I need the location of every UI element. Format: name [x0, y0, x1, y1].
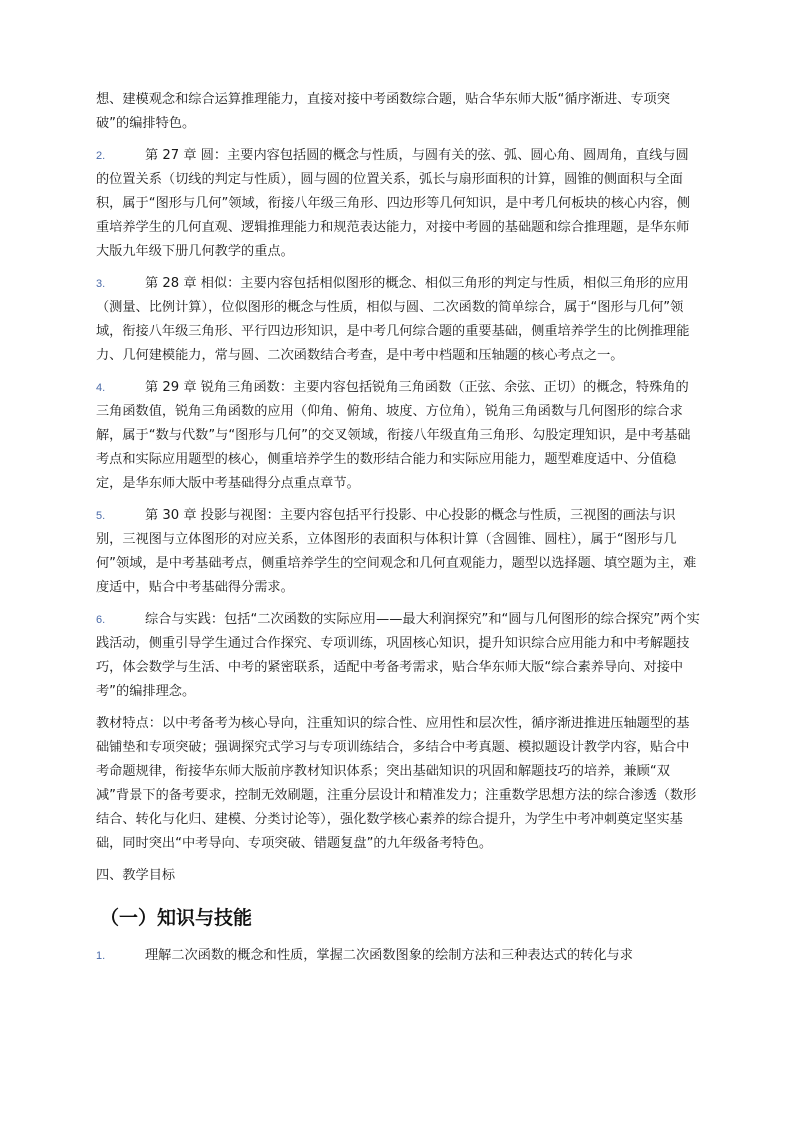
- list-item-text: 综合与实践：包括“二次函数的实际应用——最大利润探究”和“圆与几何图形的综合探究”两个实践活动，侧重引导学生通过合作探究、专项训练，巩固核心知识，提升知识综合应用能力和中考解题技巧，体会数学与生活、中考的紧密联系，适配中考备考需求，贴合华东师大版“综合素养导向、对接中考”的编排理念。: [96, 612, 700, 699]
- list-item: [96, 272, 700, 368]
- goal-list-item: [96, 944, 700, 968]
- list-item: [96, 144, 700, 264]
- list-item-text: 第 30 章 投影与视图：主要内容包括平行投影、中心投影的概念与性质，三视图的画法与识别，三视图与立体图形的对应关系，立体图形的表面积与体积计算（含圆锥、圆柱），属于“图形与几何”领域，是中考基础考点，侧重培养学生的空间观念和几何直观能力，题型以选择题、填空题为主，难度适中，贴合中考基础得分需求。: [96, 508, 697, 595]
- list-number: 2.: [96, 150, 106, 162]
- list-item: [96, 504, 700, 600]
- list-item-text: 第 27 章 圆：主要内容包括圆的概念与性质，与圆有关的弦、弧、圆心角、圆周角，直线与圆的位置关系（切线的判定与性质），圆与圆的位置关系，弧长与扇形面积的计算，圆锥的侧面积与全面积，属于“图形与几何”领域，衔接八年级三角形、四边形等几何知识，是中考几何板块的核心内容，侧重培养学生的几何直观、逻辑推理能力和规范表达能力，对接中考圆的基础题和综合推理题，是华东师大版九年级下册几何教学的重点。: [96, 148, 690, 259]
- list-item-text: 理解二次函数的概念和性质，掌握二次函数图象的绘制方法和三种表达式的转化与求: [145, 948, 633, 963]
- list-item-text: 第 29 章 锐角三角函数：主要内容包括锐角三角函数（正弦、余弦、正切）的概念，特殊角的三角函数值，锐角三角函数的应用（仰角、俯角、坡度、方位角），锐角三角函数与几何图形的综合求解，属于“数与代数”与“图形与几何”的交叉领域，衔接八年级直角三角形、勾股定理知识，是中考基础考点和实际应用题型的核心，侧重培养学生的数形结合能力和实际应用能力，题型难度适中、分值稳定，是华东师大版中考基础得分点重点章节。: [96, 380, 691, 491]
- list-item: [96, 608, 700, 704]
- textbook-features-paragraph: 教材特点：以中考备考为核心导向，注重知识的综合性、应用性和层次性，循序渐进推进压轴题型的基础铺垫和专项突破；强调探究式学习与专项训练结合，多结合中考真题、模拟题设计教学内容，贴合中考命题规律，衔接华东师大版前序教材知识体系；突出基础知识的巩固和解题技巧的培养，兼顾“双减”背景下的备考要求，控制无效刷题，注重分层设计和精准发力；注重数学思想方法的综合渗透（数形结合、转化与化归、建模、分类讨论等），强化数学核心素养的综合提升，为学生中考冲刺奠定坚实基础，同时突出“中考导向、专项突破、错题复盘”的九年级备考特色。: [96, 716, 697, 851]
- list-number: 6.: [96, 614, 106, 626]
- list-item: [96, 376, 700, 496]
- document-body: [96, 88, 700, 976]
- section-heading: 四、教学目标: [96, 868, 176, 883]
- list-number: 5.: [96, 510, 106, 522]
- list-item-text: 第 28 章 相似：主要内容包括相似图形的概念、相似三角形的判定与性质，相似三角形的应用（测量、比例计算），位似图形的概念与性质，相似与圆、二次函数的简单综合，属于“图形与几何”领域，衔接八年级三角形、平行四边形知识，是中考几何综合题的重要基础，侧重培养学生的比例推理能力、几何建模能力，常与圆、二次函数结合考查，是中考中档题和压轴题的核心考点之一。: [96, 276, 690, 363]
- list-number: 4.: [96, 382, 106, 394]
- intro-continuation: 想、建模观念和综合运算推理能力，直接对接中考函数综合题，贴合华东师大版“循序渐进、专项突破”的编排特色。: [96, 92, 670, 131]
- subsection-heading: （一）知识与技能: [100, 907, 253, 929]
- list-number: 3.: [96, 278, 106, 290]
- list-number: 1.: [96, 950, 106, 962]
